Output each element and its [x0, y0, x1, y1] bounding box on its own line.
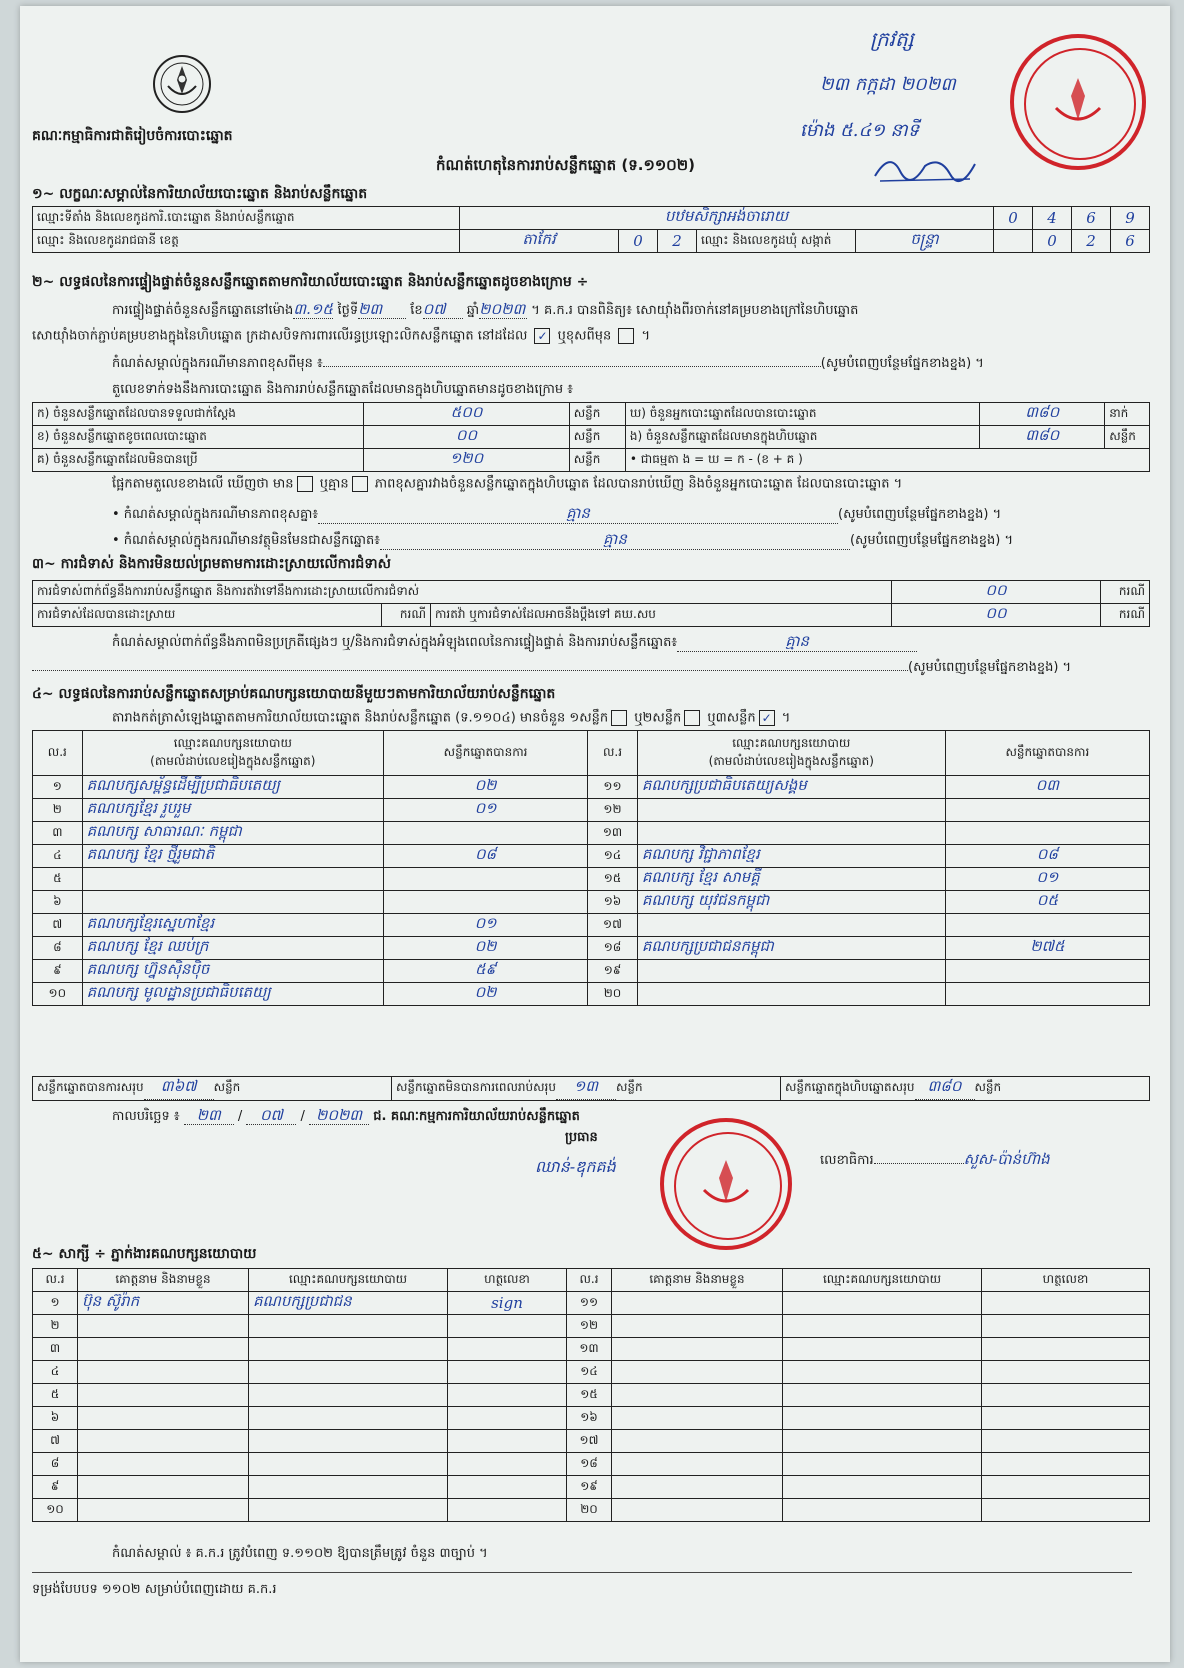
section5-heading: ៥~ សាក្សី ÷ ភ្នាក់ងារគណបក្សនយោបាយ: [32, 1246, 257, 1262]
figure-d-label: ឃ) ចំនួនអ្នកបោះឆ្នោតដែលបានបោះឆ្នោត: [625, 403, 979, 426]
results-table: [32, 730, 1150, 1006]
irregularities-hint: (សូមបំពេញបន្ថែមផ្នែកខាងខ្នង) ។: [32, 660, 1071, 676]
date-line: កាលបរិច្ឆេទ ៖ ២៣ / ០៧ / ២០២៣ ជ. គណៈកម្មការការិយាល័យរាប់សន្លឹកឆ្នោត: [112, 1106, 580, 1124]
witness-name: [612, 1361, 783, 1384]
witness-name: [78, 1430, 249, 1453]
witness-no: ១៩: [567, 1476, 612, 1499]
witness-party: [783, 1430, 982, 1453]
figures-intro: តួលេខទាក់ទងនឹងការបោះឆ្នោត និងការរាប់សន្លឹកឆ្នោតដែលមានក្នុងហិបឆ្នោតមានដូចខាងក្រោម ៖: [112, 382, 573, 397]
handwritten-signature-top: [870, 146, 980, 186]
witness-no: ១៦: [567, 1407, 612, 1430]
figure-c-unit: សន្លឹក: [569, 449, 625, 472]
witness-no: ៨: [33, 1453, 78, 1476]
witness-signature: [448, 1384, 567, 1407]
total-in-box: សន្លឹកឆ្នោតក្នុងហិបឆ្នោតសរុប ៣៨០ សន្លឹក: [781, 1077, 1150, 1101]
party-name: គណបក្សខ្មែរ រួបរួម: [82, 799, 383, 822]
party-votes: [945, 983, 1149, 1006]
witness-name: [612, 1499, 783, 1522]
party-no: ១៦: [588, 891, 638, 914]
col-no-right: ល.រ: [588, 731, 638, 776]
witness-party: [783, 1453, 982, 1476]
witness-col-no-right: ល.រ: [567, 1269, 612, 1292]
complaints-value: ០០: [892, 581, 1101, 604]
party-votes: ០២: [383, 776, 587, 799]
witness-party: [783, 1338, 982, 1361]
witness-party: [783, 1499, 982, 1522]
chair-signature: ឈាន់-ឌុកគង់: [535, 1157, 616, 1176]
figure-e-label: ង) ចំនួនសន្លឹកឆ្នោតដែលមានក្នុងហិបឆ្នោត: [625, 426, 979, 449]
figure-d-unit: នាក់: [1105, 403, 1150, 426]
station-code-1: 0: [994, 207, 1033, 230]
commune-code-2: 2: [1072, 230, 1111, 253]
no-discrepancy-checkbox: [352, 476, 368, 492]
result-row: [33, 937, 1150, 960]
province-code-1: 0: [619, 230, 658, 253]
witness-party: [249, 1407, 448, 1430]
witness-col-party-right: ឈ្មោះគណបក្សនយោបាយ: [783, 1269, 982, 1292]
col-votes-right: សន្លឹកឆ្នោតបានការ: [945, 731, 1149, 776]
resolved-label: ការជំទាស់ដែលបានដោះស្រាយ: [33, 604, 382, 627]
witness-table: [32, 1268, 1150, 1522]
figure-c-label: គ) ចំនួនសន្លឹកឆ្នោតដែលមិនបានប្រើ: [33, 449, 364, 472]
party-no: ១៧: [588, 914, 638, 937]
party-votes: ០១: [945, 868, 1149, 891]
party-name: គណបក្ស ខ្មែរ សាមគ្គី: [637, 868, 945, 891]
witness-signature: [982, 1361, 1150, 1384]
witness-signature: [982, 1315, 1150, 1338]
witness-party: [249, 1384, 448, 1407]
two-sheet-checkbox: [684, 710, 700, 726]
witness-party: [249, 1338, 448, 1361]
figure-e-unit: សន្លឹក: [1105, 426, 1150, 449]
party-no: ៥: [33, 868, 83, 891]
witness-signature: [982, 1384, 1150, 1407]
party-no: ១០: [33, 983, 83, 1006]
witness-row: [33, 1384, 1150, 1407]
party-no: ៨: [33, 937, 83, 960]
witness-row: [33, 1430, 1150, 1453]
party-name: គណបក្សប្រជាជនកម្ពុជា: [637, 937, 945, 960]
witness-no: ៩: [33, 1476, 78, 1499]
secretary-label: លេខាធិការ សួស-ប៉ាន់ហ៊ាង: [820, 1150, 1050, 1168]
party-name: គណបក្ស ខ្មែរ ឈប់ក្រ: [82, 937, 383, 960]
witness-name: [78, 1407, 249, 1430]
party-name: គណបក្ស វិជ្ជាភាពខ្មែរ: [637, 845, 945, 868]
party-no: ១៥: [588, 868, 638, 891]
witness-name: [78, 1499, 249, 1522]
witness-col-sign-right: ហត្ថលេខា: [982, 1269, 1150, 1292]
witness-row: [33, 1338, 1150, 1361]
witness-signature: [448, 1430, 567, 1453]
party-votes: ០១: [383, 799, 587, 822]
verification-day: ២៣: [358, 300, 406, 319]
figure-a-unit: សន្លឹក: [569, 403, 625, 426]
polling-station-value: បឋមសិក្សាអង់ចារោយ: [460, 207, 994, 230]
result-row: [33, 799, 1150, 822]
result-row: [33, 822, 1150, 845]
col-party-right: ឈ្មោះគណបក្សនយោបាយ (តាមលំដាប់លេខរៀងក្នុងសន្លឹកឆ្នោត): [637, 731, 945, 776]
complaints-label: ការជំទាស់ពាក់ព័ន្ធនឹងការរាប់សន្លឹកឆ្នោត និងការតវ៉ាទៅនឹងការដោះស្រាយលើការជំទាស់: [33, 581, 892, 604]
witness-no: ១០: [33, 1499, 78, 1522]
nec-emblem-icon: [152, 54, 212, 114]
party-name: គណបក្ស យុវជនកម្ពុជា: [637, 891, 945, 914]
party-votes: ០២: [383, 937, 587, 960]
foreign-object-note: • កំណត់សម្គាល់ក្នុងករណីមានវត្ថុមិនមែនជាសន្លឹកឆ្នោត៖ គ្មាន (សូមបំពេញបន្ថែមផ្នែកខាងខ្នង) ។: [112, 530, 1014, 548]
witness-party: [249, 1315, 448, 1338]
same-checkbox: ✓: [534, 328, 550, 344]
result-row: [33, 845, 1150, 868]
has-discrepancy-checkbox: [297, 476, 313, 492]
province-label: ឈ្មោះ និងលេខកូដរាជធានី ខេត្ត: [33, 230, 460, 253]
witness-row: [33, 1453, 1150, 1476]
witness-name: [612, 1453, 783, 1476]
chair-label: ប្រធាន: [565, 1130, 598, 1145]
figure-b-label: ខ) ចំនួនសន្លឹកឆ្នោតខូចពេលបោះឆ្នោត: [33, 426, 364, 449]
witness-signature: [982, 1453, 1150, 1476]
party-votes: [945, 914, 1149, 937]
witness-party: [783, 1361, 982, 1384]
col-votes-left: សន្លឹកឆ្នោតបានការ: [383, 731, 587, 776]
witness-name: [612, 1384, 783, 1407]
party-name: [82, 868, 383, 891]
party-votes: [945, 960, 1149, 983]
section1-table: [32, 206, 1150, 253]
total-valid: សន្លឹកឆ្នោតបានការសរុប ៣៦៧ សន្លឹក: [33, 1077, 392, 1101]
polling-station-label: ឈ្មោះទីតាំង និងលេខកូដការិ.បោះឆ្នោត និងរាប់សន្លឹកឆ្នោត: [33, 207, 460, 230]
section2-heading: ២~ លទ្ធផលនៃការផ្ទៀងផ្ទាត់ចំនួនសន្លឹកឆ្នោតតាមការិយាល័យបោះឆ្នោត និងរាប់សន្លឹកឆ្នោតដូចខាងក្រោម ÷: [32, 274, 589, 290]
witness-signature: [982, 1407, 1150, 1430]
witness-name: [78, 1476, 249, 1499]
witness-no: ៥: [33, 1384, 78, 1407]
handwritten-note-3: ម៉ោង ៥.៤១ នាទី: [800, 120, 920, 141]
witness-no: ២: [33, 1315, 78, 1338]
figure-a-label: ក) ចំនួនសន្លឹកឆ្នោតដែលបានទទួលជាក់ស្តែង: [33, 403, 364, 426]
party-no: ៣: [33, 822, 83, 845]
party-name: គណបក្ស មូលដ្ឋានប្រជាធិបតេយ្យ: [82, 983, 383, 1006]
witness-name: [78, 1361, 249, 1384]
secretary-signature: សួស-ប៉ាន់ហ៊ាង: [963, 1150, 1050, 1168]
party-no: ១១: [588, 776, 638, 799]
party-votes: ០១: [383, 914, 587, 937]
witness-no: ១: [33, 1292, 78, 1315]
witness-row: [33, 1476, 1150, 1499]
witness-row: [33, 1292, 1150, 1315]
witness-name: [612, 1476, 783, 1499]
witness-col-sign-left: ហត្ថលេខា: [448, 1269, 567, 1292]
witness-party: [249, 1453, 448, 1476]
handwritten-note-2: ២៣ កក្កដា ២០២៣: [820, 74, 956, 95]
party-name: [637, 799, 945, 822]
witness-signature: [982, 1430, 1150, 1453]
committee-name: គណៈកម្មាធិការជាតិរៀបចំការបោះឆ្នោត: [32, 128, 233, 144]
verification-month: ០៧: [423, 300, 463, 319]
date-month: ០៧: [246, 1106, 296, 1125]
party-votes: [945, 822, 1149, 845]
witness-no: ៧: [33, 1430, 78, 1453]
commune-code-1: 0: [1033, 230, 1072, 253]
party-votes: ០២: [383, 983, 587, 1006]
witness-col-name-left: គោត្តនាម និងនាមខ្លួន: [78, 1269, 249, 1292]
footer-note: កំណត់សម្គាល់ ៖ គ.ក.រ ត្រូវបំពេញ ទ.១១០២ ឱ្យបានត្រឹមត្រូវ ចំនួន ៣ច្បាប់ ។: [112, 1546, 488, 1561]
party-votes: [383, 822, 587, 845]
witness-row: [33, 1315, 1150, 1338]
party-name: [637, 983, 945, 1006]
witness-signature: [448, 1499, 567, 1522]
witness-row: [33, 1499, 1150, 1522]
witness-name: [612, 1292, 783, 1315]
section1-heading: ១~ លក្ខណៈសម្គាល់នៃការិយាល័យបោះឆ្នោត និងរាប់សន្លឹកឆ្នោត: [32, 186, 368, 202]
witness-no: ១៤: [567, 1361, 612, 1384]
party-no: ៤: [33, 845, 83, 868]
figure-b-value: ០០: [364, 426, 569, 449]
figures-table: [32, 402, 1150, 472]
witness-name: ប៊ុន ស៊ូរ៉ាក: [78, 1292, 249, 1315]
commune-label: ឈ្មោះ និងលេខកូដឃុំ សង្កាត់: [697, 230, 856, 253]
section3-heading: ៣~ ការជំទាស់ និងការមិនយល់ព្រមតាមការដោះស្រាយលើការជំទាស់: [32, 556, 391, 572]
witness-no: ១៥: [567, 1384, 612, 1407]
station-code-4: 9: [1111, 207, 1150, 230]
party-votes: ០៨: [945, 845, 1149, 868]
resolved-unit: ករណី: [382, 604, 431, 627]
witness-signature: [448, 1407, 567, 1430]
section4-heading: ៤~ លទ្ធផលនៃការរាប់សន្លឹកឆ្នោតសម្រាប់គណបក្សនយោបាយនីមួយៗតាមការិយាល័យរាប់សន្លឹកឆ្នោត: [32, 686, 556, 702]
party-votes: ០៨: [383, 845, 587, 868]
witness-signature: [982, 1292, 1150, 1315]
witness-name: [78, 1384, 249, 1407]
form-title: កំណត់ហេតុនៃការរាប់សន្លឹកឆ្នោត (ទ.១១០២): [436, 156, 696, 174]
verification-time: ៣.១៥: [293, 300, 333, 318]
party-name: គណបក្សសម្ព័ន្ធដើម្បីប្រជាធិបតេយ្យ: [82, 776, 383, 799]
total-invalid: សន្លឹកឆ្នោតមិនបានការពេលរាប់សរុប ១៣ សន្លឹក: [392, 1077, 781, 1101]
witness-no: ៤: [33, 1361, 78, 1384]
witness-party: [249, 1499, 448, 1522]
party-no: ៩: [33, 960, 83, 983]
witness-party: [249, 1361, 448, 1384]
party-name: [637, 914, 945, 937]
witness-party: [249, 1430, 448, 1453]
appeals-unit: ករណី: [1101, 604, 1150, 627]
witness-signature: [982, 1499, 1150, 1522]
witness-signature: [448, 1361, 567, 1384]
witness-col-no-left: ល.រ: [33, 1269, 78, 1292]
party-votes: ២៧៥: [945, 937, 1149, 960]
party-no: ២: [33, 799, 83, 822]
result-row: [33, 983, 1150, 1006]
witness-no: ១២: [567, 1315, 612, 1338]
party-name: [82, 891, 383, 914]
formula-note: • ជាធម្មតា ង = ឃ = ក - (ខ + គ ): [625, 449, 1149, 472]
witness-no: ១៧: [567, 1430, 612, 1453]
result-row: [33, 960, 1150, 983]
col-no-left: ល.រ: [33, 731, 83, 776]
col-party-left: ឈ្មោះគណបក្សនយោបាយ (តាមលំដាប់លេខរៀងក្នុងសន្លឹកឆ្នោត): [82, 731, 383, 776]
party-no: ៧: [33, 914, 83, 937]
three-sheet-checkbox: ✓: [759, 710, 775, 726]
witness-party: [249, 1476, 448, 1499]
figure-d-value: ៣៨០: [980, 403, 1105, 426]
complaints-unit: ករណី: [1101, 581, 1150, 604]
witness-party: [783, 1407, 982, 1430]
figure-c-value: ១២០: [364, 449, 569, 472]
result-row: [33, 914, 1150, 937]
province-value: តាកែវ: [460, 230, 619, 253]
figure-b-unit: សន្លឹក: [569, 426, 625, 449]
witness-name: [612, 1407, 783, 1430]
witness-signature: [982, 1338, 1150, 1361]
witness-name: [78, 1453, 249, 1476]
witness-col-name-right: គោត្តនាម និងនាមខ្លួន: [612, 1269, 783, 1292]
discrepancy-line: ផ្អែកតាមតួលេខខាងលើ ឃើញថា មាន ឬគ្មាន ភាពខុសគ្នារវាងចំនួនសន្លឹកឆ្នោតក្នុងហិបឆ្នោត ដែលបានរាប់ឃើញ និងចំនួនអ្នកបោះឆ្នោត ដែលបានបោះឆ្នោត ។: [112, 476, 903, 492]
province-code-2: 2: [658, 230, 697, 253]
appeals-label: ការតវ៉ា ឬការជំទាស់ដែលអាចនឹងប្តឹងទៅ គឃ.សប: [431, 604, 892, 627]
totals-table: [32, 1076, 1150, 1101]
station-code-3: 6: [1072, 207, 1111, 230]
party-name: គណបក្ស ហ្វ៊ុនស៊ិនប៉ិច: [82, 960, 383, 983]
party-votes: ០៥: [945, 891, 1149, 914]
handwritten-note-1: ក្រវត្ស: [870, 27, 914, 51]
party-votes: [383, 868, 587, 891]
witness-name: [612, 1430, 783, 1453]
party-votes: ៥៩: [383, 960, 587, 983]
witness-no: ១៣: [567, 1338, 612, 1361]
form-sheet: [20, 6, 1170, 1662]
figure-a-value: ៥០០: [364, 403, 569, 426]
date-day: ២៣: [184, 1106, 234, 1125]
witness-no: ៦: [33, 1407, 78, 1430]
witness-row: [33, 1361, 1150, 1384]
verification-year: ២០២៣: [479, 300, 526, 318]
date-year: ២០២៣: [309, 1106, 369, 1125]
verification-line-1: ការផ្ទៀងផ្ទាត់ចំនួនសន្លឹកឆ្នោតនៅម៉ោង៣.១៥ ថ្ងៃទី២៣ ខែ០៧ ឆ្នាំ២០២៣ ។ គ.ក.រ បានពិនិត្យ៖ សោយ៉ាំងពីរចាក់នៅគម្របខាងក្រៅនៃហិបឆ្នោត: [112, 300, 859, 318]
footer-form-ref: ទម្រង់បែបបទ ១១០២ សម្រាប់បំពេញដោយ គ.ក.រ: [32, 1582, 277, 1597]
complaints-table: [32, 580, 1150, 627]
witness-party: គណបក្សប្រជាជន: [249, 1292, 448, 1315]
tally-sheet-line: តារាងកត់ត្រាសំឡេងឆ្នោតតាមការិយាល័យបោះឆ្នោត និងរាប់សន្លឹកឆ្នោត (ទ.១១០៤) មានចំនួន ១សន្លឹក ឬ២សន្លឹក ឬ៣សន្លឹក ✓ ។: [112, 710, 791, 726]
one-sheet-checkbox: [611, 710, 627, 726]
party-no: ១: [33, 776, 83, 799]
party-no: ១៨: [588, 937, 638, 960]
appeals-value: ០០: [892, 604, 1101, 627]
party-name: គណបក្សខ្មែរស្នេហាខ្មែរ: [82, 914, 383, 937]
witness-name: [612, 1338, 783, 1361]
party-no: ១២: [588, 799, 638, 822]
party-name: [637, 822, 945, 845]
witness-no: ២០: [567, 1499, 612, 1522]
witness-row: [33, 1407, 1150, 1430]
result-row: [33, 891, 1150, 914]
party-name: គណបក្សប្រជាធិបតេយ្យសង្គម: [637, 776, 945, 799]
witness-signature: [448, 1453, 567, 1476]
official-stamp-top-icon: [1010, 34, 1146, 170]
witness-signature: [448, 1338, 567, 1361]
station-code-2: 4: [1033, 207, 1072, 230]
party-votes: [383, 891, 587, 914]
party-no: ២០: [588, 983, 638, 1006]
party-no: ១៩: [588, 960, 638, 983]
verification-line-2: សោយ៉ាំងចាក់ភ្ជាប់គម្របខាងក្នុងនៃហិបឆ្នោត ក្រដាសបិទការពារលើរន្ធប្រឡោះលិកសន្លឹកឆ្នោត នៅដដែល ✓ ឬខុសពីមុន ។: [32, 328, 651, 344]
witness-no: ១១: [567, 1292, 612, 1315]
party-votes: [945, 799, 1149, 822]
change-note: កំណត់សម្គាល់ក្នុងករណីមានភាពខុសពីមុន ៖ (សូមបំពេញបន្ថែមផ្នែកខាងខ្នង) ។: [112, 356, 984, 371]
irregularities-note: កំណត់សម្គាល់ពាក់ព័ន្ធនឹងភាពមិនប្រក្រតីផ្សេងៗ ឬ/និងការជំទាស់ក្នុងអំឡុងពេលនៃការផ្ទៀងផ្ទាត់ និងការរាប់សន្លឹកឆ្នោត៖ គ្មាន: [112, 632, 917, 652]
witness-name: [78, 1338, 249, 1361]
party-name: [637, 960, 945, 983]
witness-party: [783, 1315, 982, 1338]
result-row: [33, 776, 1150, 799]
party-name: គណបក្ស សាធារណៈ កម្ពុជា: [82, 822, 383, 845]
footer-divider: [32, 1572, 1132, 1573]
witness-signature: [982, 1476, 1150, 1499]
commune-code-3: 6: [1111, 230, 1150, 253]
result-row: [33, 868, 1150, 891]
party-no: ៦: [33, 891, 83, 914]
witness-signature: [448, 1476, 567, 1499]
witness-name: [78, 1315, 249, 1338]
witness-party: [783, 1292, 982, 1315]
witness-col-party-left: ឈ្មោះគណបក្សនយោបាយ: [249, 1269, 448, 1292]
witness-party: [783, 1384, 982, 1407]
witness-no: ៣: [33, 1338, 78, 1361]
witness-party: [783, 1476, 982, 1499]
changed-checkbox: [618, 328, 634, 344]
witness-signature: [448, 1315, 567, 1338]
party-no: ១៣: [588, 822, 638, 845]
figure-e-value: ៣៨០: [980, 426, 1105, 449]
witness-no: ១៨: [567, 1453, 612, 1476]
party-name: គណបក្ស ខ្មែរ ថ្មីរួមជាតិ: [82, 845, 383, 868]
commune-value: ចន្ទ្រា: [856, 230, 994, 253]
discrepancy-note: • កំណត់សម្គាល់ក្នុងករណីមានភាពខុសគ្នា៖ គ្មាន (សូមបំពេញបន្ថែមផ្នែកខាងខ្នង) ។: [112, 504, 1002, 522]
party-votes: ០៣: [945, 776, 1149, 799]
witness-signature: sign: [448, 1292, 567, 1315]
witness-name: [612, 1315, 783, 1338]
party-no: ១៤: [588, 845, 638, 868]
official-stamp-bottom-icon: [660, 1118, 792, 1250]
